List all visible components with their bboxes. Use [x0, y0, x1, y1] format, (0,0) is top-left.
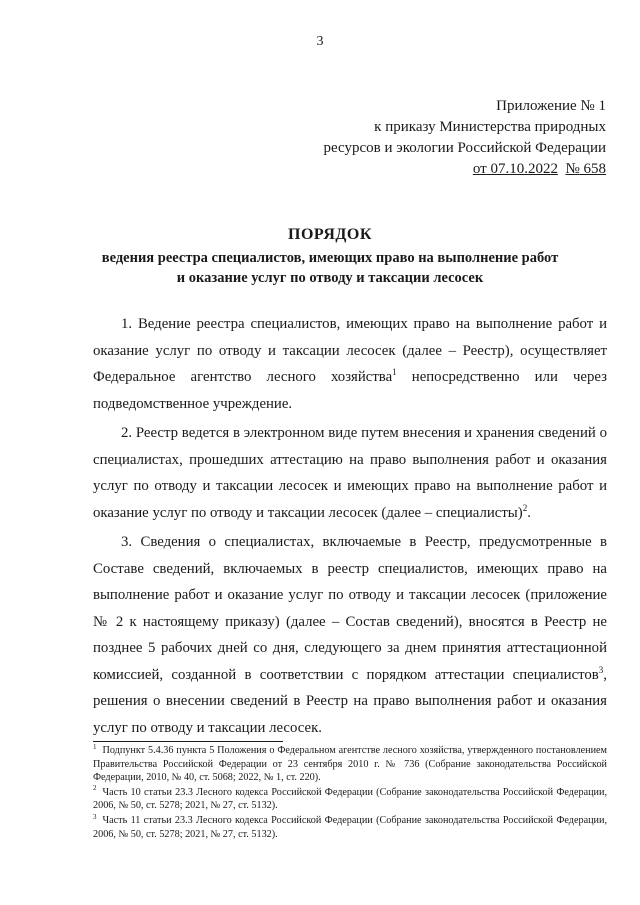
- footnotes: [93, 744, 607, 842]
- paragraph-2-text-end: .: [527, 504, 531, 521]
- appendix-date-line: [324, 159, 606, 180]
- page-number: 3: [316, 34, 324, 49]
- footnote-ref-2: 2: [522, 502, 528, 513]
- paragraph-3: [93, 529, 607, 741]
- paragraph-1-text: 1. Ведение реестра специалистов, имеющих право на выполнение работ и оказание услуг по отводу и таксации лесосек (далее – Реестр), осуществляет Федеральное агентство лесного хозяйства: [93, 316, 607, 385]
- footnote-2-text: Часть 10 статьи 23.3 Лесного кодекса Российской Федерации (Собрание законодательства Российской Федерации, 2006, № 50, ст. 5278; 2021, № 27, ст. 5132).: [93, 786, 607, 812]
- paragraph-1: [93, 311, 607, 417]
- footnote-ref-3: 3: [598, 664, 604, 675]
- document-subtitle-line-1: ведения реестра специалистов, имеющих право на выполнение работ: [101, 250, 559, 266]
- appendix-date-prefix: от: [472, 161, 487, 177]
- appendix-header: [324, 96, 606, 180]
- footnote-2: [93, 786, 607, 813]
- paragraph-1-text-end: непосредственно или через подведомственное учреждение.: [93, 369, 607, 412]
- footnote-1: [93, 744, 607, 785]
- appendix-line-1: Приложение № 1: [496, 98, 606, 114]
- footnote-3-number: 3: [93, 812, 97, 821]
- footnote-1-text: Подпункт 5.4.36 пункта 5 Положения о Федеральном агентстве лесного хозяйства, утвержденного постановлением Правительства Российской Федерации от 23 сентября 2010 г. № 736 (Собрание законодательства Российской Федерации, 2010, № 40, ст. 5068; 2022, № 1, ст. 220).: [93, 745, 607, 784]
- footnote-ref-1: 1: [392, 367, 397, 378]
- document-title: ПОРЯДОК: [288, 226, 372, 243]
- paragraph-3-text-end: , решения о внесении сведений в Реестр на право выполнения работ и оказания услуг по отводу и таксации лесосек.: [93, 666, 607, 736]
- appendix-number: 658: [583, 161, 606, 177]
- footnote-divider: [93, 741, 283, 742]
- document-subtitle-line-2: и оказание услуг по отводу и таксации лесосек: [176, 270, 484, 286]
- appendix-line-3: ресурсов и экологии Российской Федерации: [323, 140, 606, 156]
- footnote-3: [93, 814, 607, 841]
- title-block: [60, 226, 600, 288]
- footnote-3-text: Часть 11 статьи 23.3 Лесного кодекса Российской Федерации (Собрание законодательства Российской Федерации, 2006, № 50, ст. 5278; 2021, № 27, ст. 5132).: [93, 814, 607, 840]
- document-body: [93, 311, 607, 744]
- paragraph-2-text: 2. Реестр ведется в электронном виде путем внесения и хранения сведений о специалистах, прошедших аттестацию на право выполнения работ и оказания услуг по отводу и таксации лесосек и имеющих право на выполнение работ и оказание услуг по отводу и таксации лесосек (далее – специалисты): [93, 425, 607, 521]
- appendix-number-prefix: №: [565, 161, 580, 177]
- footnote-1-number: 1: [93, 742, 97, 751]
- appendix-line-2: к приказу Министерства природных: [374, 119, 606, 135]
- paragraph-3-text: 3. Сведения о специалистах, включаемые в Реестр, предусмотренные в Составе сведений, включаемых в реестр специалистов, имеющих право на выполнение работ и оказание услуг по отводу и таксации лесосек (приложение № 2 к настоящему приказу) (далее – Состав сведений), вносятся в Реестр не позднее 5 рабочих дней со дня, следующего за днем принятия аттестационной комиссией, созданной в соответствии с порядком аттестации специалистов: [93, 534, 607, 683]
- footnote-2-number: 2: [93, 784, 97, 793]
- appendix-date: 07.10.2022: [490, 161, 558, 177]
- paragraph-2: [93, 420, 607, 526]
